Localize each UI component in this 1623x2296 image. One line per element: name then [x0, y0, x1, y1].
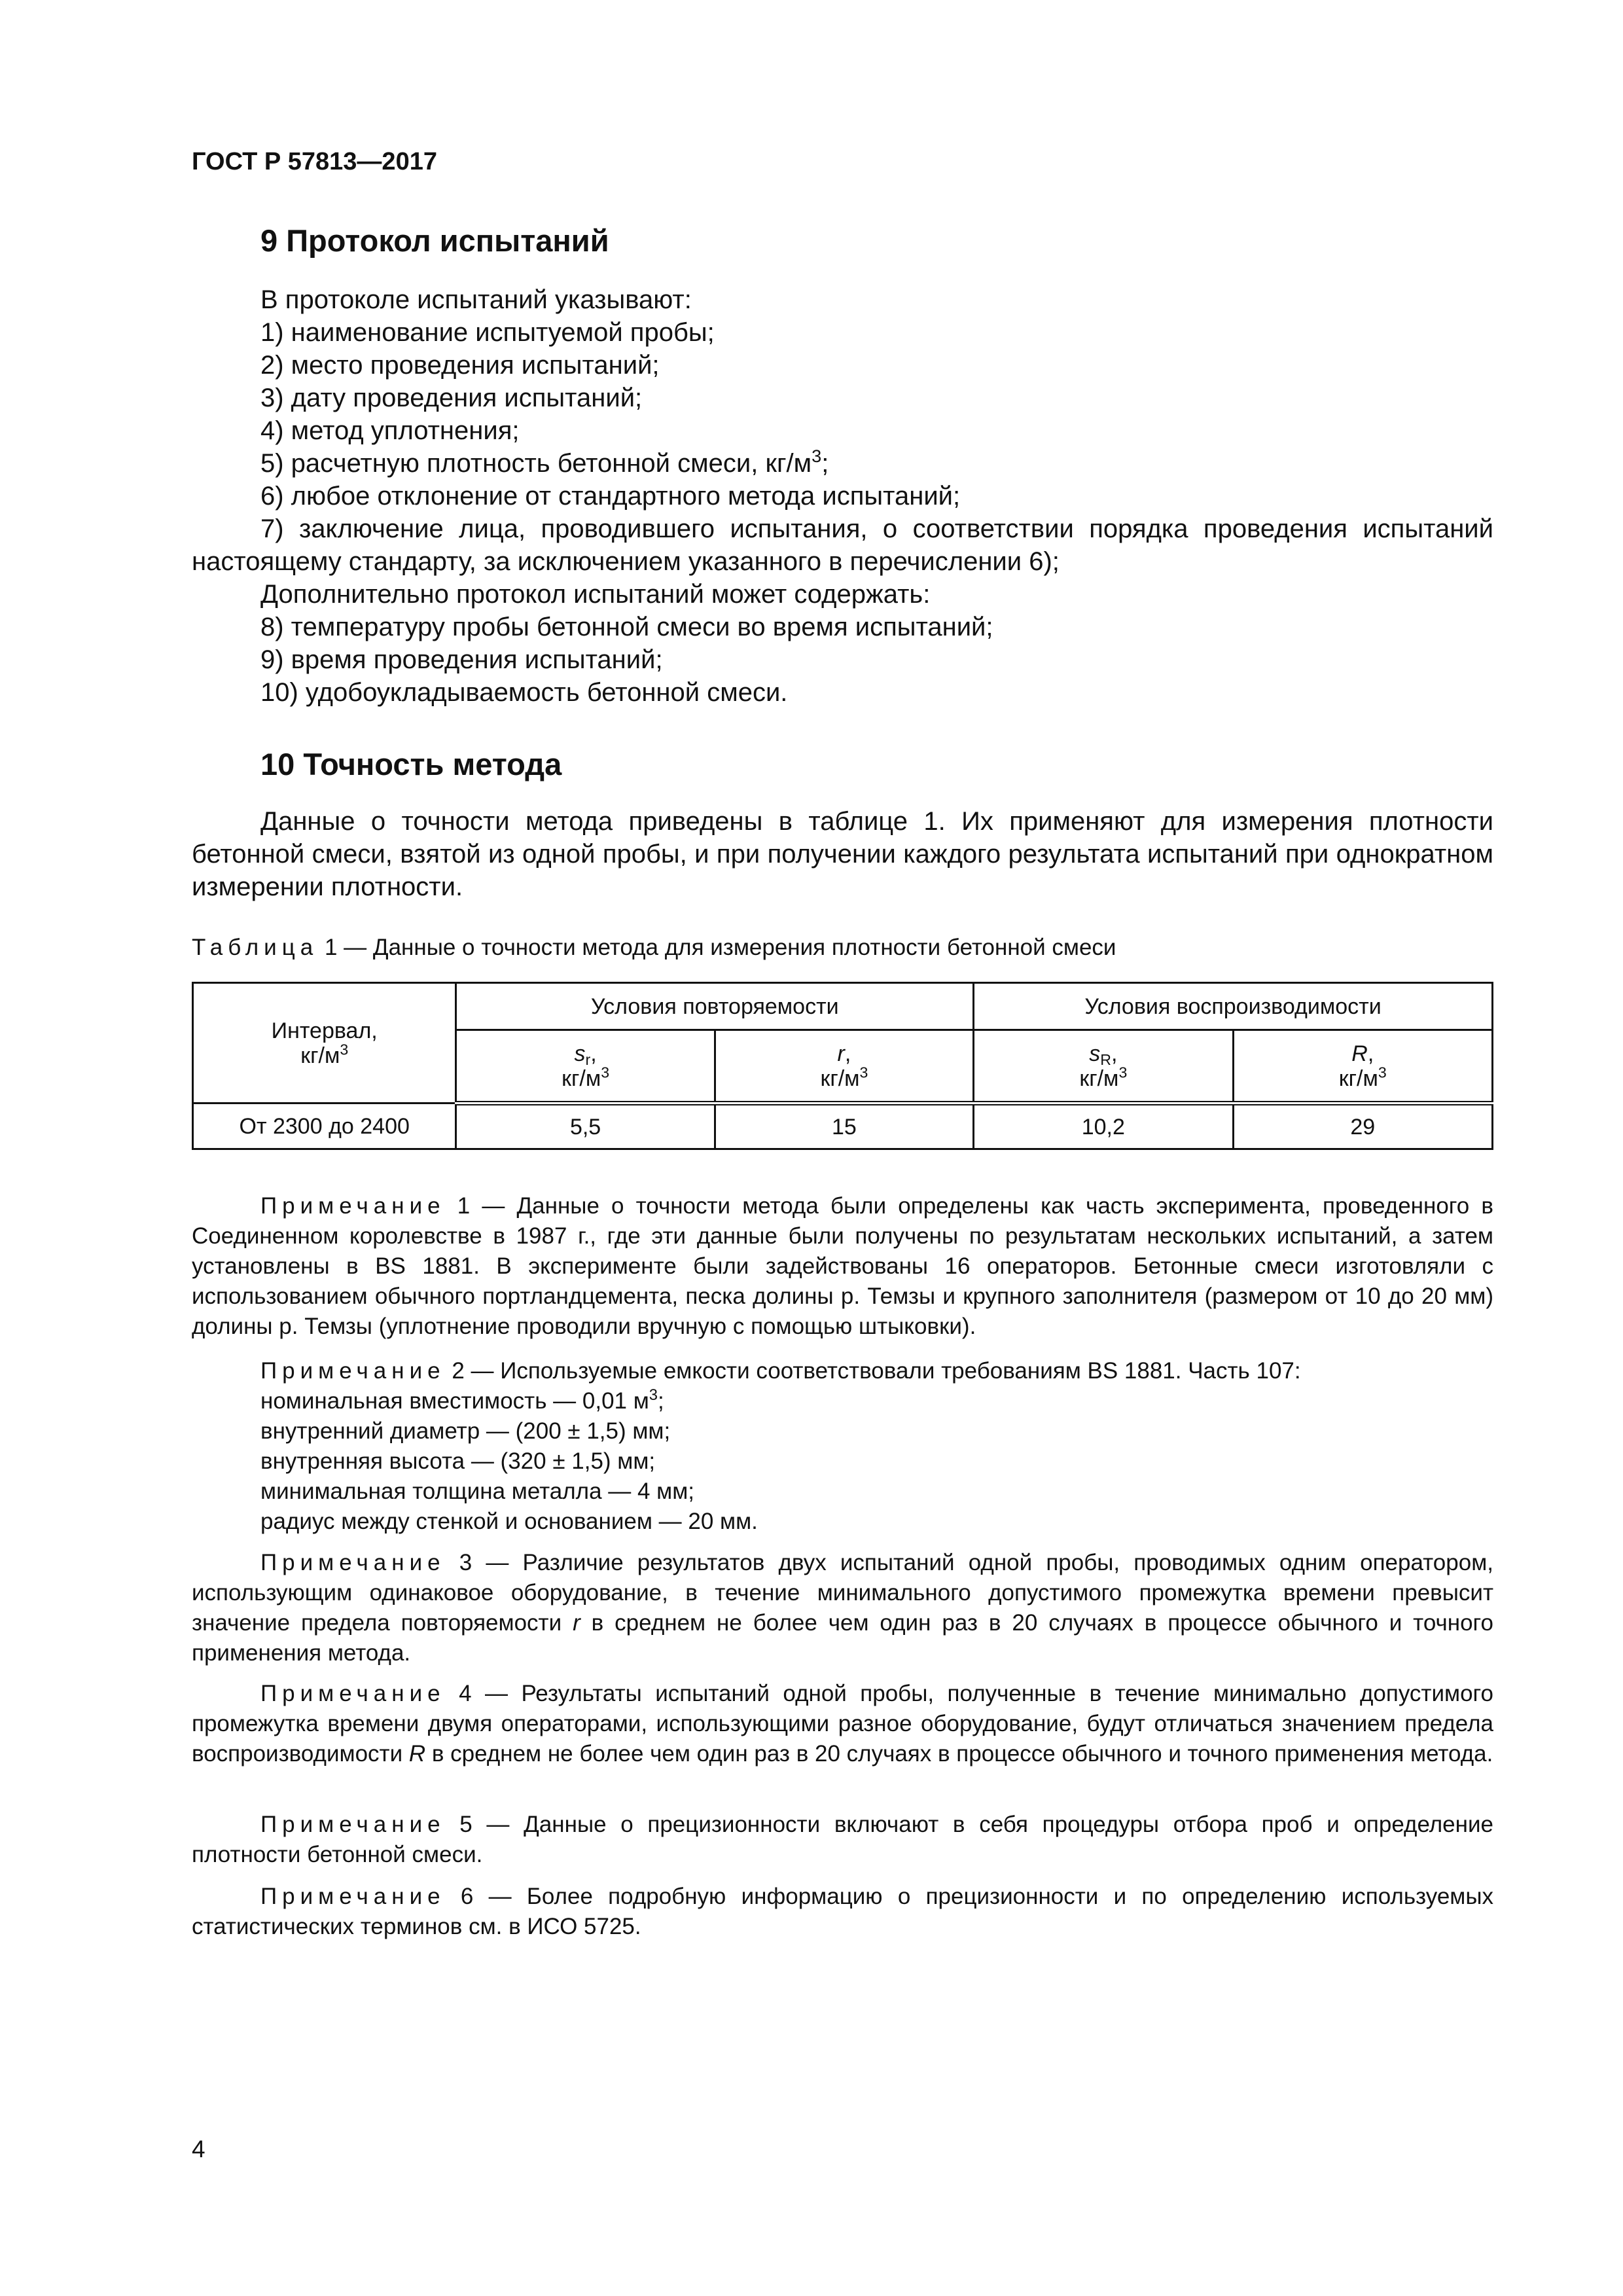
note-label: Примечание	[260, 1812, 446, 1837]
header-symbol	[457, 1041, 713, 1066]
table-cell-sR: 10,2	[974, 1103, 1233, 1149]
note-label: Примечание	[260, 1358, 446, 1384]
punctuation: ;	[821, 449, 829, 478]
punctuation: ,	[590, 1041, 597, 1066]
superscript: 3	[1378, 1063, 1387, 1081]
punctuation: ,	[1367, 1041, 1374, 1066]
note-text: в среднем не более чем один раз в 20 случаях в процессе обычного и точного применения метода.	[192, 1610, 1494, 1666]
section-10-title: 10 Точность метода	[260, 747, 562, 781]
list-item: 3) дату проведения испытаний;	[260, 384, 643, 412]
note-label: Примечание	[260, 1884, 446, 1909]
header-unit	[457, 1063, 713, 1091]
table-cell-sr: 5,5	[456, 1103, 715, 1149]
punctuation: ,	[844, 1041, 851, 1066]
unit-text: кг/м	[300, 1043, 340, 1068]
table-cell-R: 29	[1233, 1103, 1492, 1149]
symbol: r	[573, 1610, 580, 1636]
note-2-line: радиус между стенкой и основанием — 20 мм.	[260, 1509, 758, 1534]
list-item: 2) место проведения испытаний;	[260, 351, 660, 380]
list-item: 4) метод уплотнения;	[260, 416, 520, 445]
note-label: Примечание	[260, 1193, 446, 1219]
table-cell-interval: От 2300 до 2400	[193, 1103, 456, 1149]
note-5	[192, 1810, 1493, 1870]
page-number: 4	[192, 2136, 205, 2162]
note-text: 1 — Данные о точности метода были определены как часть эксперимента, проведенного в Соединенном королевстве в 1987 г., где эти данные были получены по результатам нескольких испытаний, а затем установлены в BS 1881. В эксперименте были задействованы 16 операторов. Бетонные смеси изготовляли с использованием обычного портландцемента, песка долины р. Темзы и крупного заполнителя (размером от 10 до 20 мм) долины р. Темзы (уплотнение проводили вручную с помощью штыковки).	[192, 1193, 1493, 1339]
section-9-extra-intro: Дополнительно протокол испытаний может содержать:	[260, 580, 931, 609]
unit-text: кг/м	[1079, 1066, 1119, 1091]
note-6	[192, 1882, 1493, 1942]
table-caption-text: 1 — Данные о точности метода для измерения плотности бетонной смеси	[324, 935, 1116, 960]
table-header-r	[715, 1030, 973, 1103]
superscript: 3	[649, 1386, 658, 1404]
list-item: 7) заключение лица, проводившего испытания, о соответствии порядка проведения испытаний настоящему стандарту, за исключением указанного в перечислении 6);	[192, 514, 1493, 576]
note-3	[192, 1548, 1493, 1668]
list-item: 9) время проведения испытаний;	[260, 645, 663, 674]
superscript: 3	[340, 1040, 349, 1058]
table-caption	[192, 935, 1116, 961]
header-symbol	[716, 1041, 972, 1066]
note-4	[192, 1679, 1493, 1769]
superscript: 3	[859, 1063, 868, 1081]
note-label: Примечание	[260, 1550, 446, 1575]
header-unit	[974, 1063, 1232, 1091]
note-text: 6 — Более подробную информацию о прецизионности и по определению используемых статистических терминов см. в ИСО 5725.	[192, 1884, 1493, 1939]
table-header-reproducibility: Условия воспроизводимости	[974, 983, 1493, 1030]
header-symbol	[974, 1041, 1232, 1066]
table-row	[193, 1103, 1493, 1149]
note-2-line: внутренний диаметр — (200 ± 1,5) мм;	[260, 1418, 671, 1444]
note-text: 3 — Различие результатов двух испытаний одной пробы, проводимых одним оператором, использующим одинаковое оборудование, в течение минимального допустимого промежутка времени превысит значение предела повторяемости	[192, 1550, 1493, 1636]
table-header-sr	[456, 1030, 715, 1103]
table-header-repeatability: Условия повторяемости	[456, 983, 974, 1030]
subscript: R	[1100, 1050, 1111, 1068]
header-unit	[1234, 1063, 1491, 1091]
list-item: 10) удобоукладываемость бетонной смеси.	[260, 678, 788, 707]
superscript: 3	[1118, 1063, 1128, 1081]
note-label: Примечание	[260, 1681, 446, 1706]
unit-text: кг/м	[820, 1066, 860, 1091]
symbol: r	[837, 1041, 845, 1066]
table-caption-label: Таблица	[192, 935, 319, 960]
note-1	[192, 1191, 1493, 1342]
list-item	[260, 447, 829, 480]
symbol: s	[1089, 1041, 1101, 1066]
punctuation: ,	[1111, 1041, 1118, 1066]
note-text: в среднем не более чем один раз в 20 случаях в процессе обычного и точного применения метода.	[425, 1741, 1493, 1767]
note-text: 2 — Используемые емкости соответствовали требованиям BS 1881. Часть 107:	[452, 1358, 1301, 1384]
symbol: R	[408, 1741, 426, 1767]
note-2-line: внутренняя высота — (320 ± 1,5) мм;	[260, 1448, 656, 1474]
precision-table	[192, 982, 1493, 1150]
document-code: ГОСТ Р 57813—2017	[192, 148, 437, 175]
note-2	[192, 1356, 1493, 1386]
unit-text: кг/м	[1338, 1066, 1378, 1091]
header-label: Интервал,	[271, 1018, 378, 1043]
section-9-intro: В протоколе испытаний указывают:	[260, 285, 692, 314]
note-line-text: номинальная вместимость — 0,01 м	[260, 1388, 649, 1414]
header-unit	[194, 1040, 455, 1068]
note-text: 5 — Данные о прецизионности включают в себя процедуры отбора проб и определение плотности бетонной смеси.	[192, 1812, 1493, 1867]
note-2-line: минимальная толщина металла — 4 мм;	[260, 1479, 695, 1504]
subscript: r	[585, 1050, 591, 1068]
table-header-R	[1233, 1030, 1492, 1103]
note-text: 4 — Результаты испытаний одной пробы, полученные в течение минимально допустимого промежутка времени двумя операторами, использующими разное оборудование, будут отличаться значением предела воспроизводимости	[192, 1681, 1494, 1767]
table-cell-r: 15	[715, 1103, 973, 1149]
table-header-sR	[974, 1030, 1233, 1103]
section-10-paragraph: Данные о точности метода приведены в таблице 1. Их применяют для измерения плотности бетонной смеси, взятой из одной пробы, и при получении каждого результата испытаний при однократном измерении плотности.	[192, 807, 1493, 901]
unit-text: кг/м	[562, 1066, 601, 1091]
list-item: 1) наименование испытуемой пробы;	[260, 318, 715, 347]
table-header-interval	[193, 983, 456, 1103]
superscript: 3	[601, 1063, 610, 1081]
superscript: 3	[812, 446, 822, 467]
note-2-line	[260, 1386, 664, 1416]
punctuation: ;	[658, 1388, 664, 1414]
symbol: R	[1351, 1041, 1368, 1066]
header-unit	[716, 1063, 972, 1091]
symbol: s	[574, 1041, 586, 1066]
list-item: 6) любое отклонение от стандартного метода испытаний;	[260, 482, 961, 511]
list-item: 8) температуру пробы бетонной смеси во время испытаний;	[260, 613, 993, 641]
list-item-text: 5) расчетную плотность бетонной смеси, кг/м	[260, 449, 812, 478]
header-symbol	[1234, 1041, 1491, 1066]
section-9-title: 9 Протокол испытаний	[260, 223, 609, 258]
